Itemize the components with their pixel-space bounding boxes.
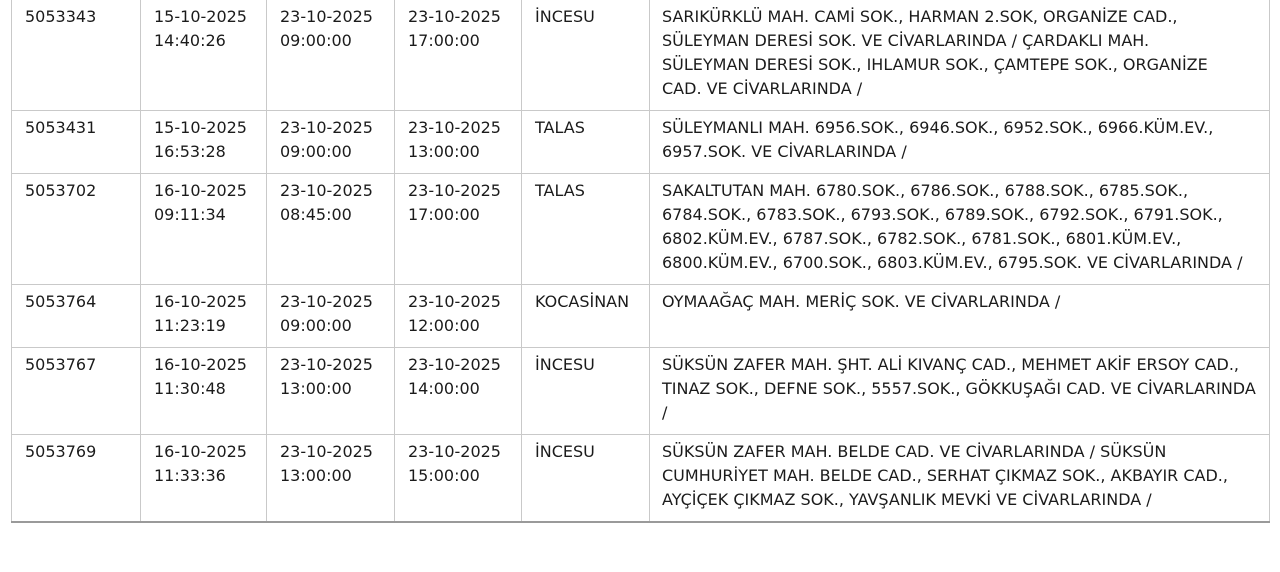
address-line: TINAZ SOK., DEFNE SOK., 5557.SOK., GÖKKUŞAĞI CAD. VE CİVARLARINDA: [662, 379, 1256, 398]
cell-address: [650, 174, 1270, 285]
cell-end: [395, 348, 522, 435]
cell-end: [395, 0, 522, 111]
end-date: 23-10-2025: [408, 355, 501, 374]
district: İNCESU: [535, 7, 595, 26]
end-time: 14:00:00: [408, 379, 480, 398]
district: İNCESU: [535, 442, 595, 461]
cell-id: [12, 174, 141, 285]
start-date: 23-10-2025: [280, 442, 373, 461]
cell-id: [12, 348, 141, 435]
cell-created: [141, 435, 267, 523]
start-time: 09:00:00: [280, 316, 352, 335]
cell-created: [141, 348, 267, 435]
district: TALAS: [535, 181, 585, 200]
created-date: 15-10-2025: [154, 7, 247, 26]
start-time: 09:00:00: [280, 31, 352, 50]
cell-end: [395, 435, 522, 523]
cell-district: [522, 285, 650, 348]
outage-table: [11, 0, 1270, 523]
cell-created: [141, 0, 267, 111]
created-date: 16-10-2025: [154, 292, 247, 311]
address-line: AYÇİÇEK ÇIKMAZ SOK., YAVŞANLIK MEVKİ VE CİVARLARINDA /: [662, 490, 1152, 509]
address-line: 6784.SOK., 6783.SOK., 6793.SOK., 6789.SOK., 6792.SOK., 6791.SOK.,: [662, 205, 1223, 224]
outage-id: 5053767: [25, 355, 97, 374]
cell-address: [650, 111, 1270, 174]
end-date: 23-10-2025: [408, 442, 501, 461]
cell-created: [141, 285, 267, 348]
start-date: 23-10-2025: [280, 292, 373, 311]
cell-district: [522, 348, 650, 435]
created-time: 11:33:36: [154, 466, 226, 485]
table-row: [12, 174, 1270, 285]
created-date: 16-10-2025: [154, 442, 247, 461]
cell-id: [12, 111, 141, 174]
address-line: SÜKSÜN ZAFER MAH. BELDE CAD. VE CİVARLARINDA / SÜKSÜN: [662, 442, 1167, 461]
cell-created: [141, 174, 267, 285]
cell-id: [12, 435, 141, 523]
address-line: 6802.KÜM.EV., 6787.SOK., 6782.SOK., 6781.SOK., 6801.KÜM.EV.,: [662, 229, 1182, 248]
created-time: 11:23:19: [154, 316, 226, 335]
outage-id: 5053343: [25, 7, 97, 26]
start-time: 08:45:00: [280, 205, 352, 224]
end-time: 13:00:00: [408, 142, 480, 161]
cell-start: [267, 348, 395, 435]
cell-id: [12, 0, 141, 111]
cell-id: [12, 285, 141, 348]
created-time: 14:40:26: [154, 31, 226, 50]
cell-district: [522, 0, 650, 111]
start-time: 13:00:00: [280, 379, 352, 398]
outage-id: 5053764: [25, 292, 97, 311]
outage-id: 5053431: [25, 118, 97, 137]
table-row: [12, 348, 1270, 435]
end-time: 17:00:00: [408, 205, 480, 224]
table-row: [12, 111, 1270, 174]
cell-end: [395, 174, 522, 285]
district: KOCASİNAN: [535, 292, 630, 311]
address-line: SÜLEYMAN DERESİ SOK. VE CİVARLARINDA / ÇARDAKLI MAH.: [662, 31, 1150, 50]
cell-address: [650, 0, 1270, 111]
cell-address: [650, 285, 1270, 348]
end-date: 23-10-2025: [408, 292, 501, 311]
start-time: 13:00:00: [280, 466, 352, 485]
district: İNCESU: [535, 355, 595, 374]
address-line: SARIKÜRKLÜ MAH. CAMİ SOK., HARMAN 2.SOK, ORGANİZE CAD.,: [662, 7, 1178, 26]
address-line: SAKALTUTAN MAH. 6780.SOK., 6786.SOK., 6788.SOK., 6785.SOK.,: [662, 181, 1189, 200]
start-date: 23-10-2025: [280, 355, 373, 374]
cell-address: [650, 435, 1270, 523]
cell-start: [267, 111, 395, 174]
address-line: SÜLEYMAN DERESİ SOK., IHLAMUR SOK., ÇAMTEPE SOK., ORGANİZE: [662, 55, 1208, 74]
table-row: [12, 285, 1270, 348]
cell-end: [395, 111, 522, 174]
table-row: [12, 435, 1270, 523]
cell-address: [650, 348, 1270, 435]
start-date: 23-10-2025: [280, 181, 373, 200]
created-date: 16-10-2025: [154, 181, 247, 200]
cell-end: [395, 285, 522, 348]
created-date: 16-10-2025: [154, 355, 247, 374]
address-line: 6957.SOK. VE CİVARLARINDA /: [662, 142, 907, 161]
cell-district: [522, 111, 650, 174]
end-time: 15:00:00: [408, 466, 480, 485]
address-line: CAD. VE CİVARLARINDA /: [662, 79, 863, 98]
outage-id: 5053769: [25, 442, 97, 461]
address-line: CUMHURİYET MAH. BELDE CAD., SERHAT ÇIKMAZ SOK., AKBAYIR CAD.,: [662, 466, 1228, 485]
created-time: 11:30:48: [154, 379, 226, 398]
cell-start: [267, 0, 395, 111]
created-date: 15-10-2025: [154, 118, 247, 137]
outage-id: 5053702: [25, 181, 97, 200]
start-date: 23-10-2025: [280, 118, 373, 137]
end-date: 23-10-2025: [408, 7, 501, 26]
district: TALAS: [535, 118, 585, 137]
cell-start: [267, 435, 395, 523]
end-time: 17:00:00: [408, 31, 480, 50]
start-time: 09:00:00: [280, 142, 352, 161]
end-date: 23-10-2025: [408, 118, 501, 137]
cell-created: [141, 111, 267, 174]
start-date: 23-10-2025: [280, 7, 373, 26]
cell-start: [267, 285, 395, 348]
address-line: OYMAAĞAÇ MAH. MERİÇ SOK. VE CİVARLARINDA /: [662, 292, 1061, 311]
cell-start: [267, 174, 395, 285]
cell-district: [522, 435, 650, 523]
end-time: 12:00:00: [408, 316, 480, 335]
outage-table-container: [11, 0, 1269, 523]
created-time: 09:11:34: [154, 205, 226, 224]
table-body: [12, 0, 1270, 522]
created-time: 16:53:28: [154, 142, 226, 161]
address-line: /: [662, 403, 668, 422]
table-row: [12, 0, 1270, 111]
cell-district: [522, 174, 650, 285]
address-line: SÜLEYMANLI MAH. 6956.SOK., 6946.SOK., 6952.SOK., 6966.KÜM.EV.,: [662, 118, 1214, 137]
address-line: SÜKSÜN ZAFER MAH. ŞHT. ALİ KIVANÇ CAD., MEHMET AKİF ERSOY CAD.,: [662, 355, 1240, 374]
end-date: 23-10-2025: [408, 181, 501, 200]
address-line: 6800.KÜM.EV., 6700.SOK., 6803.KÜM.EV., 6795.SOK. VE CİVARLARINDA /: [662, 253, 1243, 272]
